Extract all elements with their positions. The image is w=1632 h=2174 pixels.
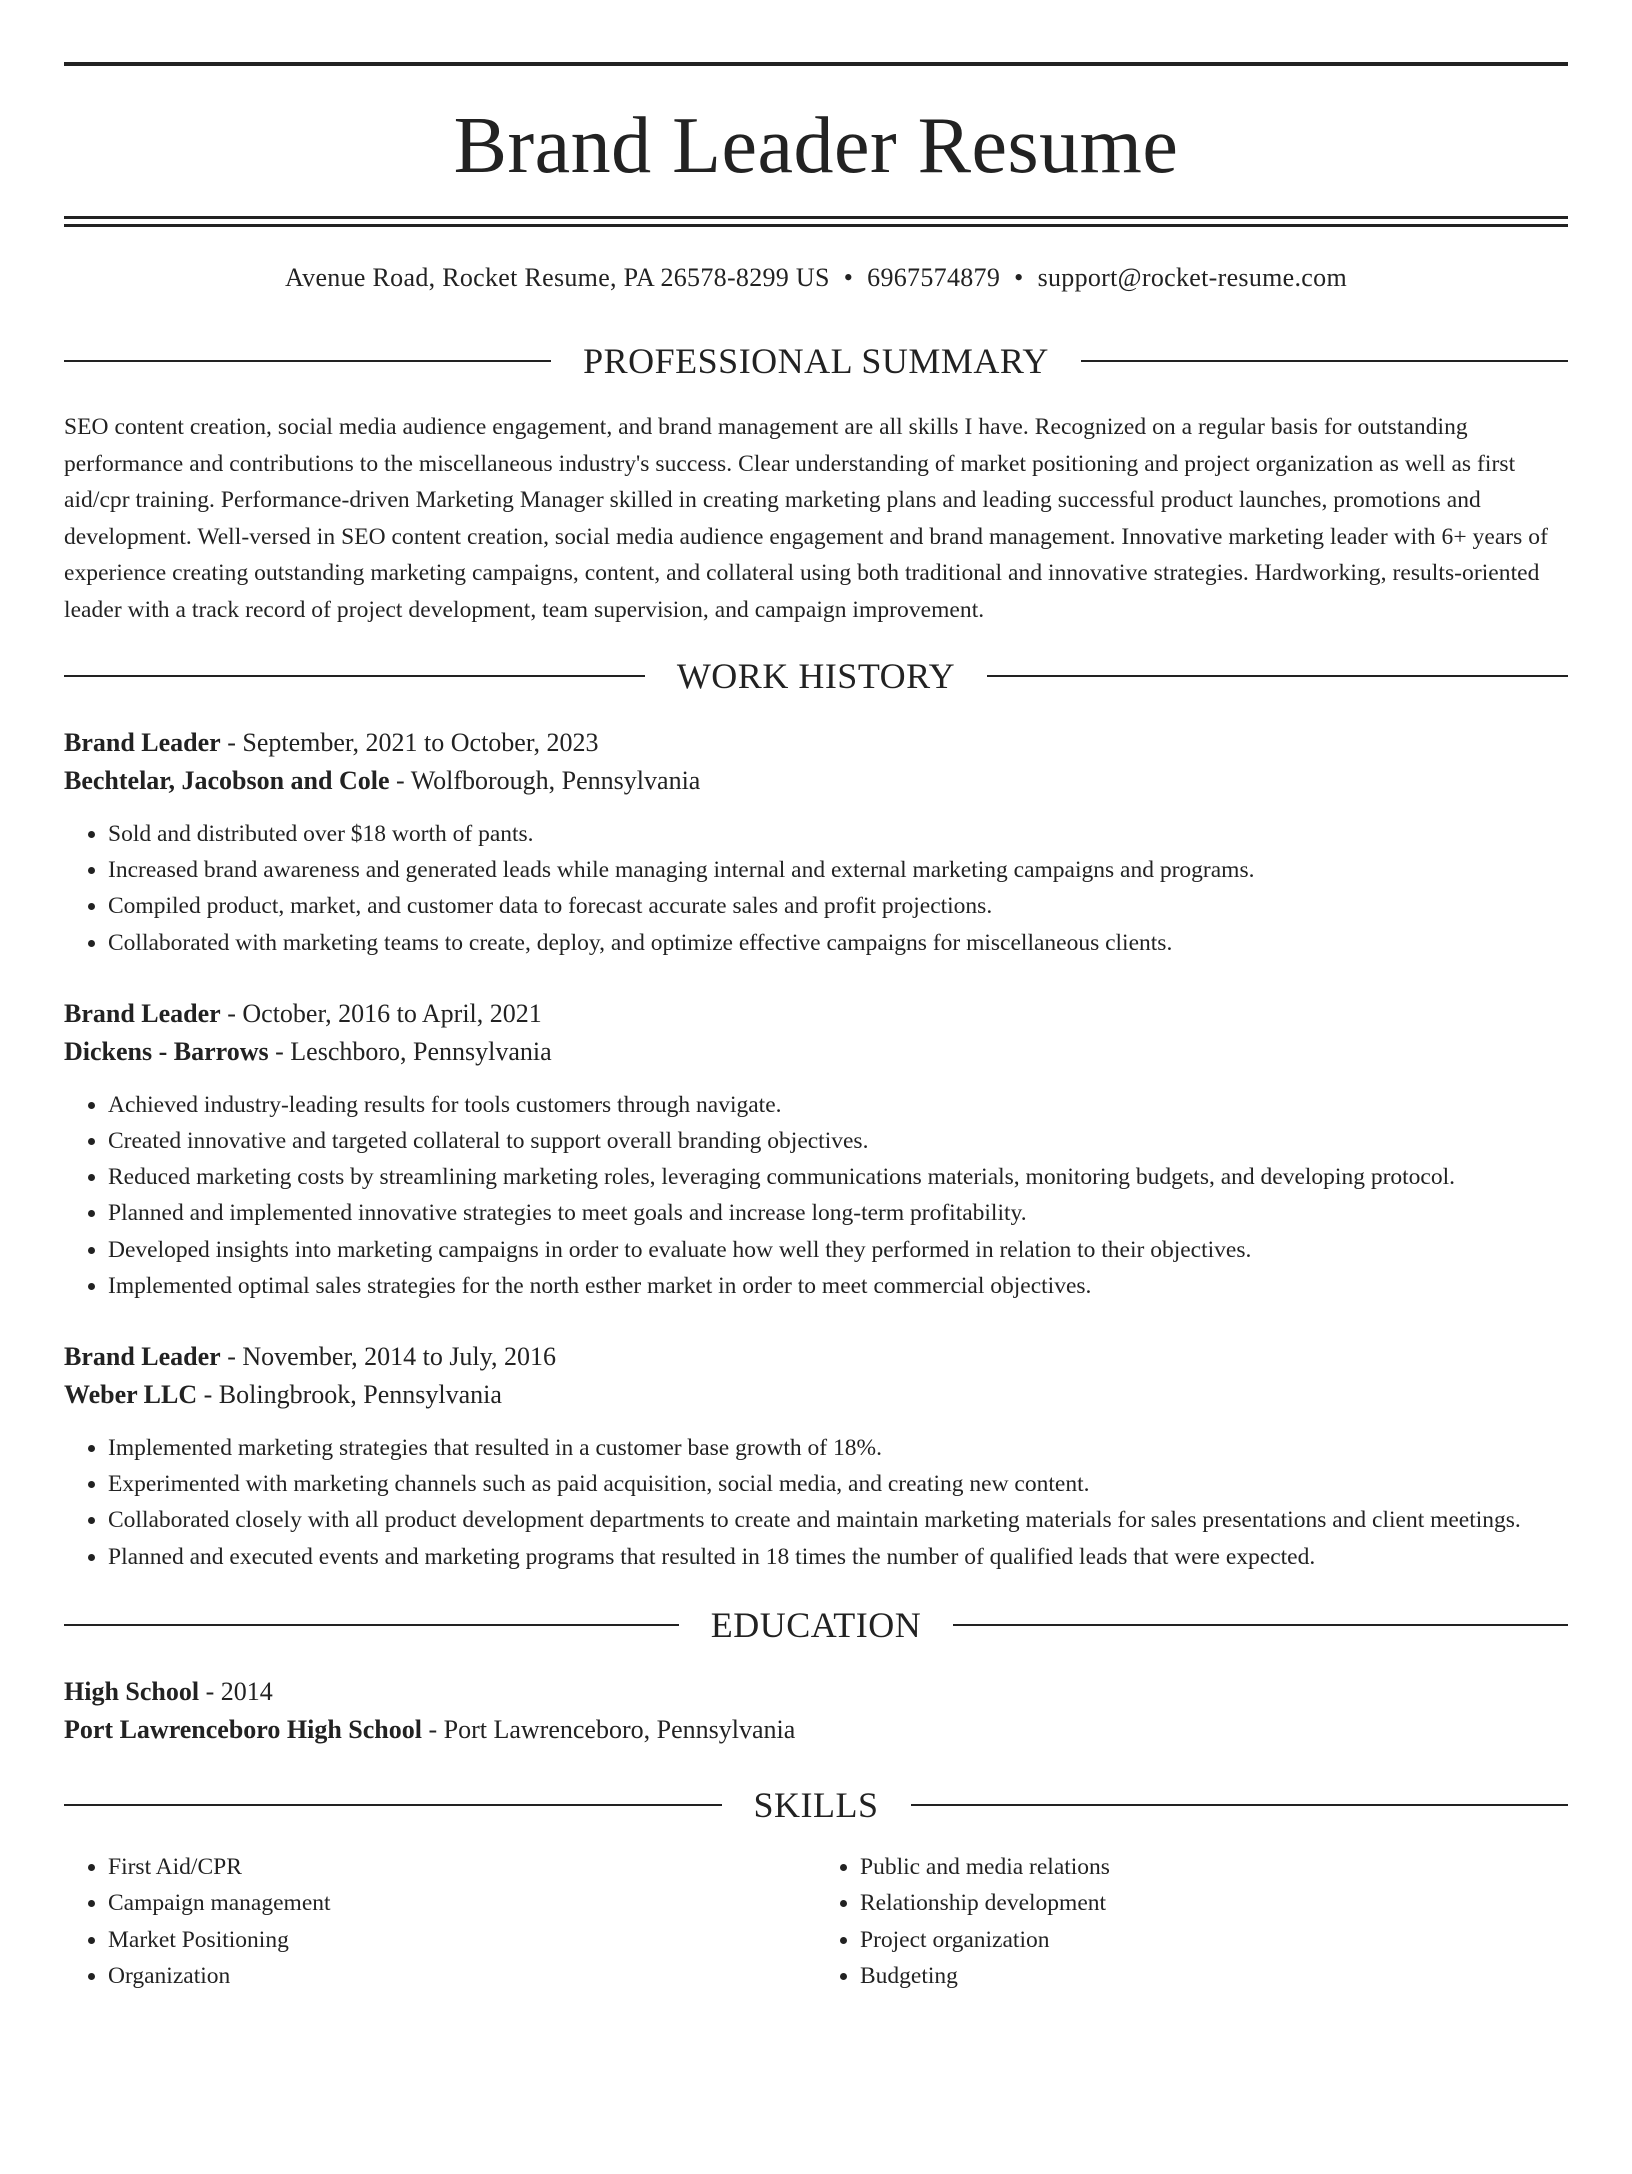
heading-rule-left <box>64 360 551 362</box>
skill-item: • Market Positioning <box>108 1922 816 1959</box>
heading-rule-left <box>64 1804 722 1806</box>
job-bullet: • Increased brand awareness and generated leads while managing internal and external marketing campaigns and programs. <box>108 852 1568 888</box>
heading-rule-right <box>911 1804 1569 1806</box>
education-degree: High School <box>64 1676 200 1706</box>
job-company-line <box>64 1376 1568 1414</box>
job-entry <box>64 1338 1568 1575</box>
skill-item: • First Aid/CPR <box>108 1849 816 1886</box>
contact-separator: • <box>843 263 854 292</box>
job-bullet: • Implemented marketing strategies that resulted in a customer base growth of 18%. <box>108 1430 1568 1466</box>
job-company: Weber LLC <box>64 1380 198 1410</box>
title-double-rule <box>64 216 1568 227</box>
job-location: - Wolfborough, Pennsylvania <box>389 766 701 795</box>
work-heading: WORK HISTORY <box>676 656 956 696</box>
skills-columns <box>64 1849 1568 1995</box>
job-location: - Bolingbrook, Pennsylvania <box>197 1380 502 1410</box>
job-bullet: • Compiled product, market, and customer data to forecast accurate sales and profit projections. <box>108 888 1568 924</box>
job-bullet: • Reduced marketing costs by streamlining marketing roles, leveraging communications materials, monitoring budgets, and developing protocol. <box>108 1159 1568 1195</box>
resume-title: Brand Leader Resume <box>453 102 1179 190</box>
job-title-line <box>64 1338 1568 1376</box>
job-company: Bechtelar, Jacobson and Cole <box>64 766 390 795</box>
heading-rule-right <box>953 1624 1568 1626</box>
job-title: Brand Leader <box>64 1342 221 1372</box>
contact-email: support@rocket-resume.com <box>1037 263 1347 292</box>
job-title-line <box>64 724 1568 762</box>
contact-address: Avenue Road, Rocket Resume, PA 26578-8299 US <box>285 263 830 292</box>
job-bullets <box>64 816 1568 961</box>
heading-rule-left <box>64 1624 679 1626</box>
job-bullets <box>64 1087 1568 1304</box>
skills-heading: SKILLS <box>753 1784 879 1825</box>
job-bullet: • Collaborated closely with all product development departments to create and maintain marketing materials for sales presentations and client meetings. <box>108 1502 1568 1538</box>
education-school-line <box>64 1711 1568 1749</box>
job-entry <box>64 995 1568 1304</box>
job-bullet: • Achieved industry-leading results for tools customers through navigate. <box>108 1087 1568 1123</box>
job-company-line <box>64 762 1568 800</box>
job-dates: - November, 2014 to July, 2016 <box>220 1342 556 1372</box>
skills-left-column <box>64 1849 816 1995</box>
education-year: - 2014 <box>199 1676 273 1706</box>
job-bullet: • Sold and distributed over $18 worth of pants. <box>108 816 1568 852</box>
job-company: Dickens - Barrows <box>64 1036 269 1066</box>
skill-item: • Public and media relations <box>860 1849 1568 1886</box>
job-bullet: • Implemented optimal sales strategies for the north esther market in order to meet commercial objectives. <box>108 1268 1568 1304</box>
contact-line <box>64 263 1568 293</box>
education-heading: EDUCATION <box>710 1604 922 1645</box>
job-bullets <box>64 1430 1568 1575</box>
skills-section-heading <box>64 1784 1568 1825</box>
work-section-heading <box>64 658 1568 694</box>
skill-item: • Relationship development <box>860 1885 1568 1922</box>
job-title: Brand Leader <box>64 728 221 757</box>
job-entry <box>64 724 1568 961</box>
summary-heading: PROFESSIONAL SUMMARY <box>583 341 1049 381</box>
skills-right-column <box>816 1849 1568 1995</box>
job-bullet: • Collaborated with marketing teams to create, deploy, and optimize effective campaigns for miscellaneous clients. <box>108 925 1568 961</box>
job-bullet: • Developed insights into marketing campaigns in order to evaluate how well they performed in relation to their objectives. <box>108 1232 1568 1268</box>
heading-rule-left <box>64 675 645 677</box>
job-bullet: • Planned and executed events and marketing programs that resulted in 18 times the number of qualified leads that were expected. <box>108 1539 1568 1575</box>
job-location: - Leschboro, Pennsylvania <box>268 1036 552 1066</box>
job-company-line <box>64 1033 1568 1071</box>
job-dates: - September, 2021 to October, 2023 <box>220 728 599 757</box>
education-entry <box>64 1673 1568 1749</box>
job-bullet: • Created innovative and targeted collateral to support overall branding objectives. <box>108 1123 1568 1159</box>
heading-rule-right <box>1081 360 1568 362</box>
education-degree-line <box>64 1673 1568 1711</box>
skill-item: • Campaign management <box>108 1885 816 1922</box>
job-title: Brand Leader <box>64 998 221 1028</box>
contact-separator: • <box>1014 263 1024 292</box>
job-title-line <box>64 995 1568 1033</box>
resume-page <box>0 62 1632 2174</box>
heading-rule-right <box>987 675 1568 677</box>
skill-item: • Budgeting <box>860 1958 1568 1995</box>
skill-item: • Organization <box>108 1958 816 1995</box>
top-rule <box>64 62 1568 66</box>
summary-text: SEO content creation, social media audience engagement, and brand management are all skills I have. Recognized on a regular basis for outstanding performance and contributions to the miscellaneous industry's success. Clear understanding of market positioning and project organization as well as first aid/cpr training. Performance-driven Marketing Manager skilled in creating marketing plans and leading successful product launches, promotions and development. Well-versed in SEO content creation, social media audience engagement and brand management. Innovative marketing leader with 6+ years of experience creating outstanding marketing campaigns, content, and collateral using both traditional and innovative strategies. Hardworking, results-oriented leader with a track record of project development, team supervision, and campaign improvement. <box>64 414 1548 623</box>
contact-phone: 6967574879 <box>867 263 1001 292</box>
job-dates: - October, 2016 to April, 2021 <box>220 998 542 1028</box>
skill-item: • Project organization <box>860 1922 1568 1959</box>
job-bullet: • Planned and implemented innovative strategies to meet goals and increase long-term profitability. <box>108 1195 1568 1231</box>
education-section-heading <box>64 1604 1568 1645</box>
job-bullet: • Experimented with marketing channels such as paid acquisition, social media, and creating new content. <box>108 1466 1568 1502</box>
summary-section-heading <box>64 343 1568 379</box>
education-school: Port Lawrenceboro High School <box>64 1714 422 1744</box>
education-location: - Port Lawrenceboro, Pennsylvania <box>421 1714 796 1744</box>
